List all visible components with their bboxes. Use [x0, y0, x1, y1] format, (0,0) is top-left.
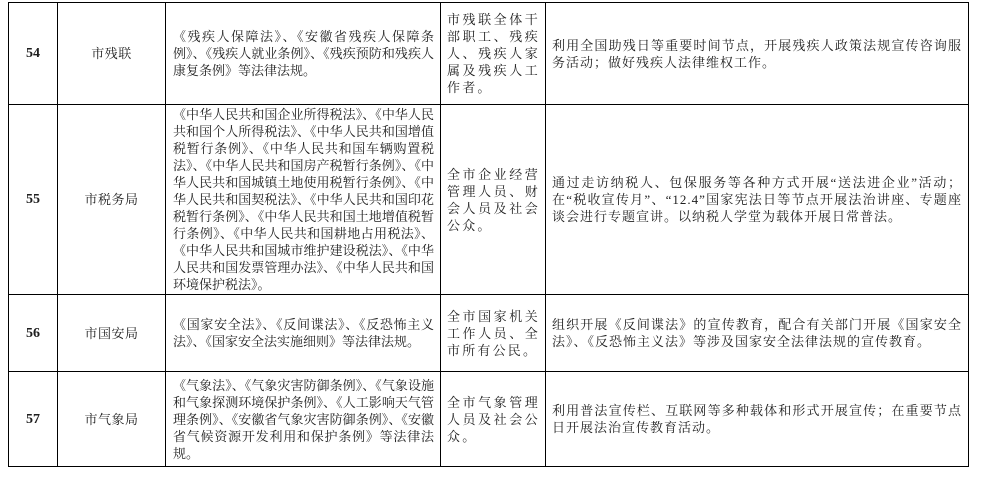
laws-cell: 《中华人民共和国企业所得税法》、《中华人民共和国个人所得税法》、《中华人民共和国增值税暂行条例》、《中华人民共和国车辆购置税法》、《中华人民共和国房产税暂行条例》、《中华人民共和国城镇土地使用税暂行条例》、《中华人民共和国契税法》、《中华人民共和国印花税暂行条例》、《中华人民共和国土地增值税暂行条例》、《中华人民共和国耕地占用税法》、《中华人民共和国城市维护建设税法》、《中华人民共和国发票管理办法》、《中华人民共和国环境保护税法》。	[166, 105, 441, 295]
row-number: 54	[9, 3, 58, 105]
activities-cell: 通过走访纳税人、包保服务等各种方式开展“送法进企业”活动；在“税收宣传月”、“12.4”国家宪法日等节点开展法治讲座、专题座谈会进行专题宣讲。以纳税人学堂为载体开展日常普法。	[546, 105, 969, 295]
laws-cell: 《残疾人保障法》、《安徽省残疾人保障条例》、《残疾人就业条例》、《残疾预防和残疾人康复条例》等法律法规。	[166, 3, 441, 105]
activities-cell: 组织开展《反间谍法》的宣传教育，配合有关部门开展《国家安全法》、《反恐怖主义法》等涉及国家安全法律法规的宣传教育。	[546, 295, 969, 372]
laws-cell: 《国家安全法》、《反间谍法》、《反恐怖主义法》、《国家安全法实施细则》等法律法规。	[166, 295, 441, 372]
laws-cell: 《气象法》、《气象灾害防御条例》、《气象设施和气象探测环境保护条例》、《人工影响天气管理条例》、《安徽省气象灾害防御条例》、《安徽省气候资源开发利用和保护条例》等法律法规。	[166, 372, 441, 467]
law-publicity-table	[8, 2, 969, 467]
department-cell: 市税务局	[58, 105, 166, 295]
table-row	[9, 372, 969, 467]
row-number: 57	[9, 372, 58, 467]
table-row	[9, 295, 969, 372]
table-row	[9, 3, 969, 105]
department-cell: 市国安局	[58, 295, 166, 372]
row-number: 55	[9, 105, 58, 295]
audience-cell: 市残联全体干部职工、残疾人、残疾人家属及残疾人工作者。	[441, 3, 546, 105]
activities-cell: 利用全国助残日等重要时间节点，开展残疾人政策法规宣传咨询服务活动；做好残疾人法律维权工作。	[546, 3, 969, 105]
row-number: 56	[9, 295, 58, 372]
audience-cell: 全市国家机关工作人员、全市所有公民。	[441, 295, 546, 372]
audience-cell: 全市气象管理人员及社会公众。	[441, 372, 546, 467]
table-row	[9, 105, 969, 295]
activities-cell: 利用普法宣传栏、互联网等多种载体和形式开展宣传；在重要节点日开展法治宣传教育活动。	[546, 372, 969, 467]
audience-cell: 全市企业经营管理人员、财会人员及社会公众。	[441, 105, 546, 295]
department-cell: 市气象局	[58, 372, 166, 467]
department-cell: 市残联	[58, 3, 166, 105]
